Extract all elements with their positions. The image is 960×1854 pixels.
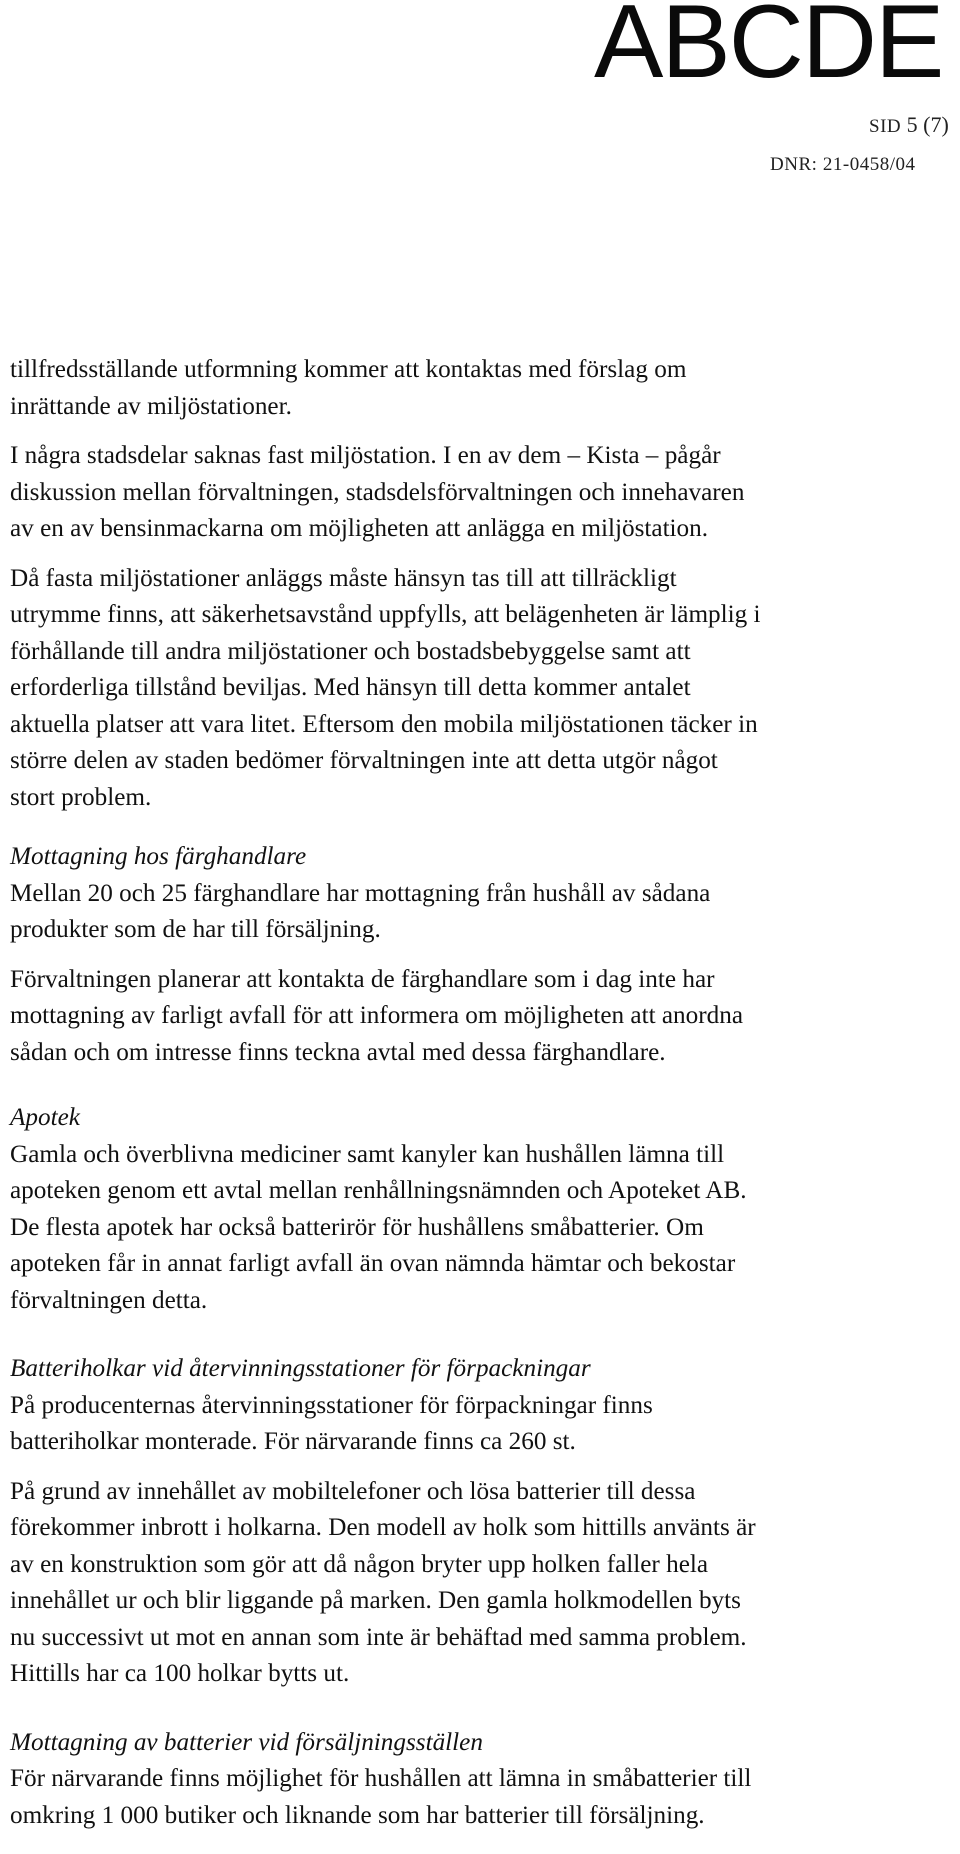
text-line: sådan och om intresse finns teckna avtal med dessa färghandlare. — [10, 1038, 666, 1066]
text-line: apoteken genom ett avtal mellan renhållningsnämnden och Apoteket AB. — [10, 1177, 747, 1204]
text-line: förvaltningen detta. — [10, 1286, 208, 1314]
text-line: Då fasta miljöstationer anläggs måste hänsyn tas till att tillräckligt — [10, 564, 677, 592]
text-line: av en av bensinmackarna om möjligheten att anlägga en miljöstation. — [10, 515, 709, 542]
heading-forsaljningsstallen: Mottagning av batterier vid försäljningsställen — [10, 1728, 483, 1756]
document-number — [770, 150, 916, 176]
paragraph-forsaljningsstallen — [10, 1761, 950, 1834]
text-line: På producenternas återvinningsstationer för förpackningar finns — [10, 1391, 653, 1419]
text-line: större delen av staden bedömer förvaltningen inte att detta utgör något — [10, 747, 718, 774]
page-number — [869, 112, 949, 138]
paragraph-farghandlare — [10, 876, 950, 949]
text-line: stort problem. — [10, 783, 152, 811]
text-line: På grund av innehållet av mobiltelefoner och lösa batterier till dessa — [10, 1477, 696, 1505]
text-line: För närvarande finns möjlighet för hushållen att lämna in småbatterier till — [10, 1765, 752, 1792]
paragraph-apotek — [10, 1137, 950, 1320]
text-line: apoteken får in annat farligt avfall än ovan nämnda hämtar och bekostar — [10, 1250, 736, 1277]
text-line: tillfredsställande utformning kommer att kontaktas med förslag om — [10, 356, 687, 383]
text-line: förekommer inbrott i holkarna. Den modell av holk som hittills använts är — [10, 1514, 756, 1541]
document-body — [10, 352, 950, 1847]
text-line: Förvaltningen planerar att kontakta de färghandlare som i dag inte har — [10, 965, 715, 993]
text-line: omkring 1 000 butiker och liknande som har batterier till försäljning. — [10, 1801, 705, 1829]
text-line: Hittills har ca 100 holkar bytts ut. — [10, 1660, 350, 1687]
text-line: Gamla och överblivna mediciner samt kanyler kan hushållen lämna till — [10, 1140, 725, 1168]
paragraph-intro — [10, 352, 950, 425]
text-line: Mellan 20 och 25 färghandlare har mottagning från hushåll av sådana — [10, 879, 711, 907]
text-line: förhållande till andra miljöstationer och bostadsbebyggelse samt att — [10, 637, 691, 665]
text-line: diskussion mellan förvaltningen, stadsdelsförvaltningen och innehavaren — [10, 478, 745, 506]
text-line: erforderliga tillstånd beviljas. Med hänsyn till detta kommer antalet — [10, 674, 691, 701]
heading-apotek: Apotek — [10, 1104, 80, 1131]
text-line: produkter som de har till försäljning. — [10, 916, 381, 943]
paragraph-batteriholkar — [10, 1388, 950, 1461]
text-line: aktuella platser att vara litet. Eftersom den mobila miljöstationen täcker in — [10, 710, 758, 738]
paragraph-fasta-miljostationer — [10, 561, 950, 817]
dnr-value: 21-0458/04 — [822, 154, 916, 175]
text-line: utrymme finns, att säkerhetsavstånd uppfylls, att belägenheten är lämplig i — [10, 601, 761, 628]
text-line: nu successivt ut mot en annan som inte är behäftad med samma problem. — [10, 1623, 747, 1651]
heading-farghandlare: Mottagning hos färghandlare — [10, 843, 307, 870]
heading-batteriholkar: Batteriholkar vid återvinningsstationer för förpackningar — [10, 1355, 591, 1382]
page-label: SID — [869, 116, 902, 137]
organization-logo: ABCDE — [594, 0, 943, 100]
text-line: av en konstruktion som gör att då någon bryter upp holken faller hela — [10, 1550, 709, 1578]
text-line: batteriholkar monterade. För närvarande finns ca 260 st. — [10, 1428, 576, 1455]
paragraph-kista — [10, 438, 950, 548]
text-line: innehållet ur och blir liggande på marken. Den gamla holkmodellen byts — [10, 1587, 741, 1614]
paragraph-farghandlare-plan — [10, 962, 950, 1072]
text-line: mottagning av farligt avfall för att informera om möjligheten att anordna — [10, 1002, 743, 1029]
text-line: inrättande av miljöstationer. — [10, 392, 292, 420]
page-value: 5 (7) — [906, 112, 949, 137]
text-line: De flesta apotek har också batterirör för hushållens småbatterier. Om — [10, 1213, 704, 1241]
paragraph-inbrott — [10, 1474, 950, 1693]
dnr-label: DNR: — [770, 154, 818, 175]
text-line: I några stadsdelar saknas fast miljöstation. I en av dem – Kista – pågår — [10, 442, 721, 469]
